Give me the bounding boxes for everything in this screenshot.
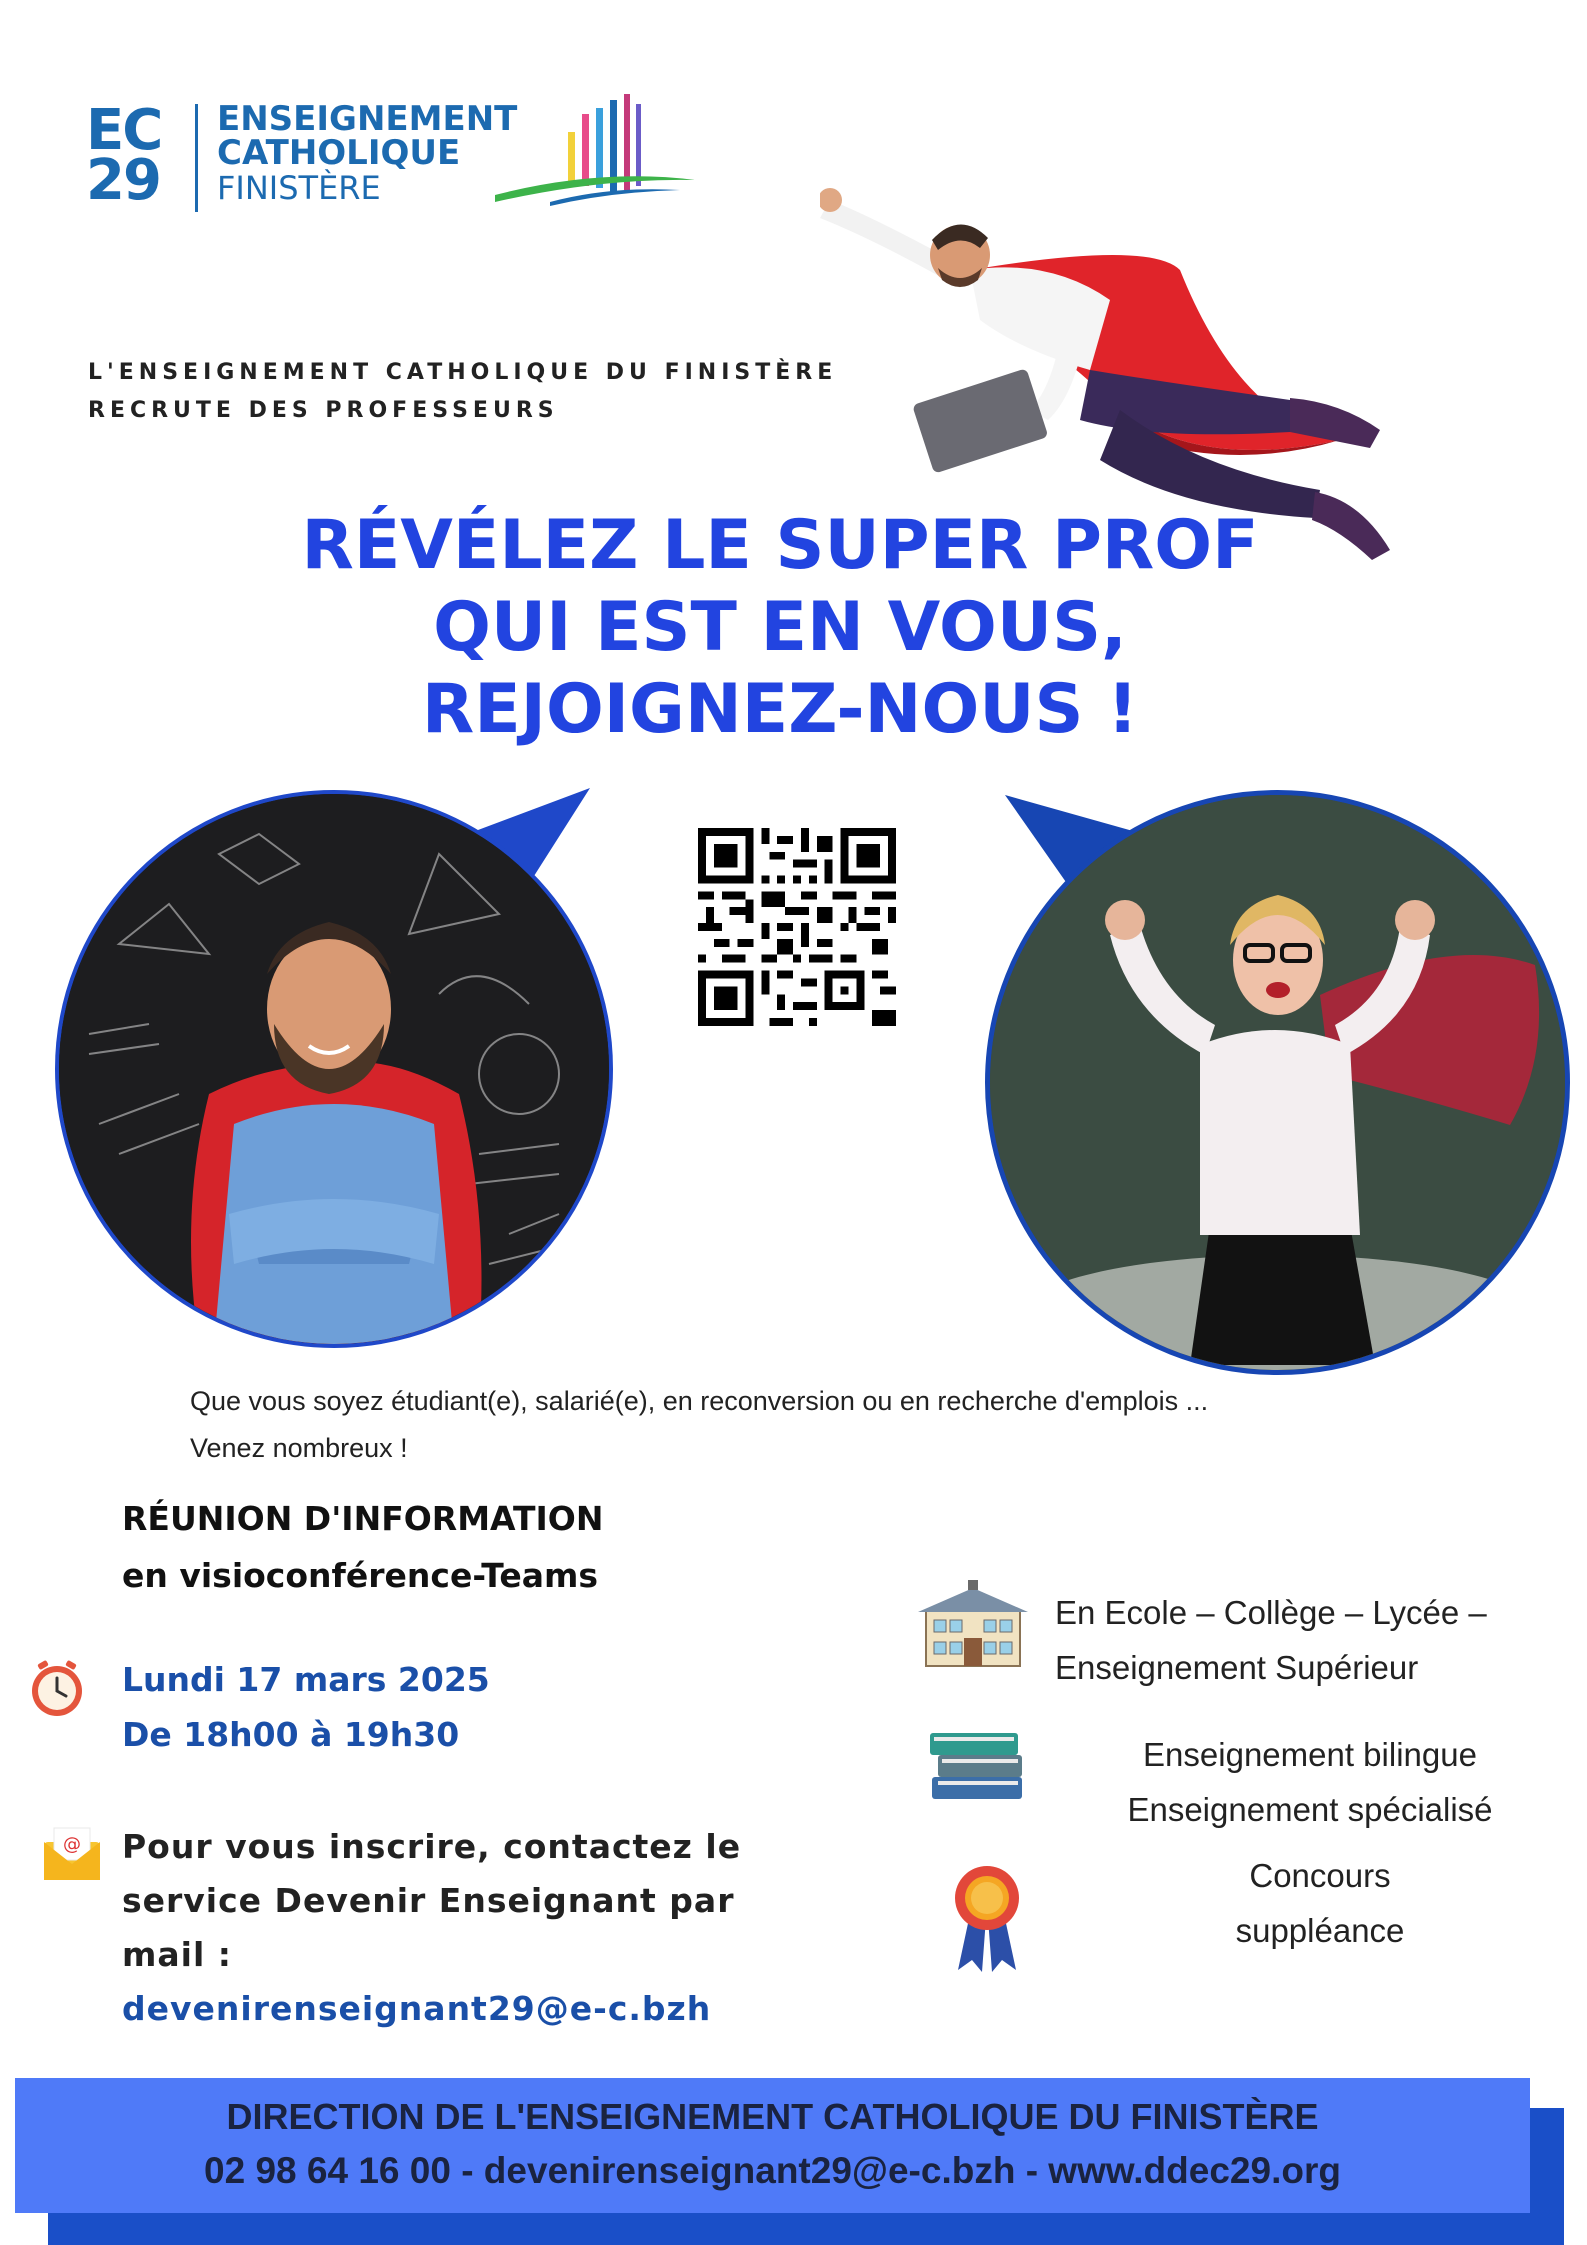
teacher-woman-flexing-photo <box>985 790 1570 1375</box>
qr-code <box>698 828 896 1026</box>
feature-2-line-1: Enseignement bilingue <box>1143 1736 1477 1773</box>
books-icon <box>928 1725 1028 1805</box>
logo-number: 29 <box>86 148 160 213</box>
logo-wordmark <box>217 99 518 207</box>
feature-3-line-1: Concours <box>1249 1857 1391 1894</box>
headline-line-3: REJOIGNEZ-NOUS ! <box>421 670 1139 749</box>
logo-divider <box>195 104 198 212</box>
feature-2-line-2: Enseignement spécialisé <box>1127 1791 1493 1828</box>
green-wall-scene <box>990 795 1565 1370</box>
logo-bars-graphic <box>490 90 700 210</box>
meeting-subtitle: en visioconférence-Teams <box>122 1556 599 1595</box>
signup-line-1: Pour vous inscrire, contactez le <box>122 1827 742 1866</box>
mail-icon <box>42 1826 102 1882</box>
svg-text:@: @ <box>63 1834 81 1855</box>
headline <box>130 505 1430 751</box>
intro-line-1: Que vous soyez étudiant(e), salarié(e), en reconversion ou en recherche d'emplois ... <box>190 1386 1209 1416</box>
footer-contact: 02 98 64 16 00 - devenirenseignant29@e-c.bzh - www.ddec29.org <box>204 2150 1341 2191</box>
meeting-info <box>122 1490 603 1604</box>
chalkboard-scene <box>59 794 609 1344</box>
logo-line-2: CATHOLIQUE <box>217 133 461 173</box>
feature-3-line-2: suppléance <box>1235 1912 1405 1949</box>
tagline-line-1: L'ENSEIGNEMENT CATHOLIQUE DU FINISTÈRE <box>88 360 838 385</box>
headline-line-2: QUI EST EN VOUS, <box>433 588 1127 667</box>
feature-bilingual-specialized <box>1090 1727 1530 1837</box>
signup-email-link[interactable]: devenirenseignant29@e-c.bzh <box>122 1989 712 2028</box>
signup-instructions <box>122 1820 802 2036</box>
school-building-icon <box>918 1580 1028 1670</box>
signup-line-2: service Devenir Enseignant par <box>122 1881 735 1920</box>
footer-title: DIRECTION DE L'ENSEIGNEMENT CATHOLIQUE DU FINISTÈRE <box>226 2096 1319 2137</box>
logo-ec: EC <box>86 98 162 163</box>
event-date <box>122 1652 490 1762</box>
logo-line-3: FINISTÈRE <box>217 169 381 207</box>
meeting-title: RÉUNION D'INFORMATION <box>122 1499 604 1538</box>
feature-contest-substitution <box>1140 1848 1500 1958</box>
logo-ec29 <box>86 98 182 213</box>
event-time: De 18h00 à 19h30 <box>122 1715 460 1754</box>
feature-1-line-2: Enseignement Supérieur <box>1055 1649 1419 1686</box>
feature-1-line-1: En Ecole – Collège – Lycée – <box>1055 1594 1487 1631</box>
tagline <box>88 354 837 430</box>
signup-line-3: mail : <box>122 1935 232 1974</box>
intro-text <box>190 1378 1208 1472</box>
tagline-line-2: RECRUTE DES PROFESSEURS <box>88 398 559 423</box>
clock-icon <box>28 1660 86 1718</box>
feature-school-levels <box>1055 1585 1487 1695</box>
teacher-man-superhero-photo <box>55 790 613 1348</box>
logo-line-1: ENSEIGNEMENT <box>217 99 518 139</box>
headline-line-1: RÉVÉLEZ LE SUPER PROF <box>301 506 1259 585</box>
footer-banner <box>15 2078 1530 2213</box>
medal-ribbon-icon <box>952 1862 1022 1974</box>
event-day: Lundi 17 mars 2025 <box>122 1660 490 1699</box>
intro-line-2: Venez nombreux ! <box>190 1433 408 1463</box>
